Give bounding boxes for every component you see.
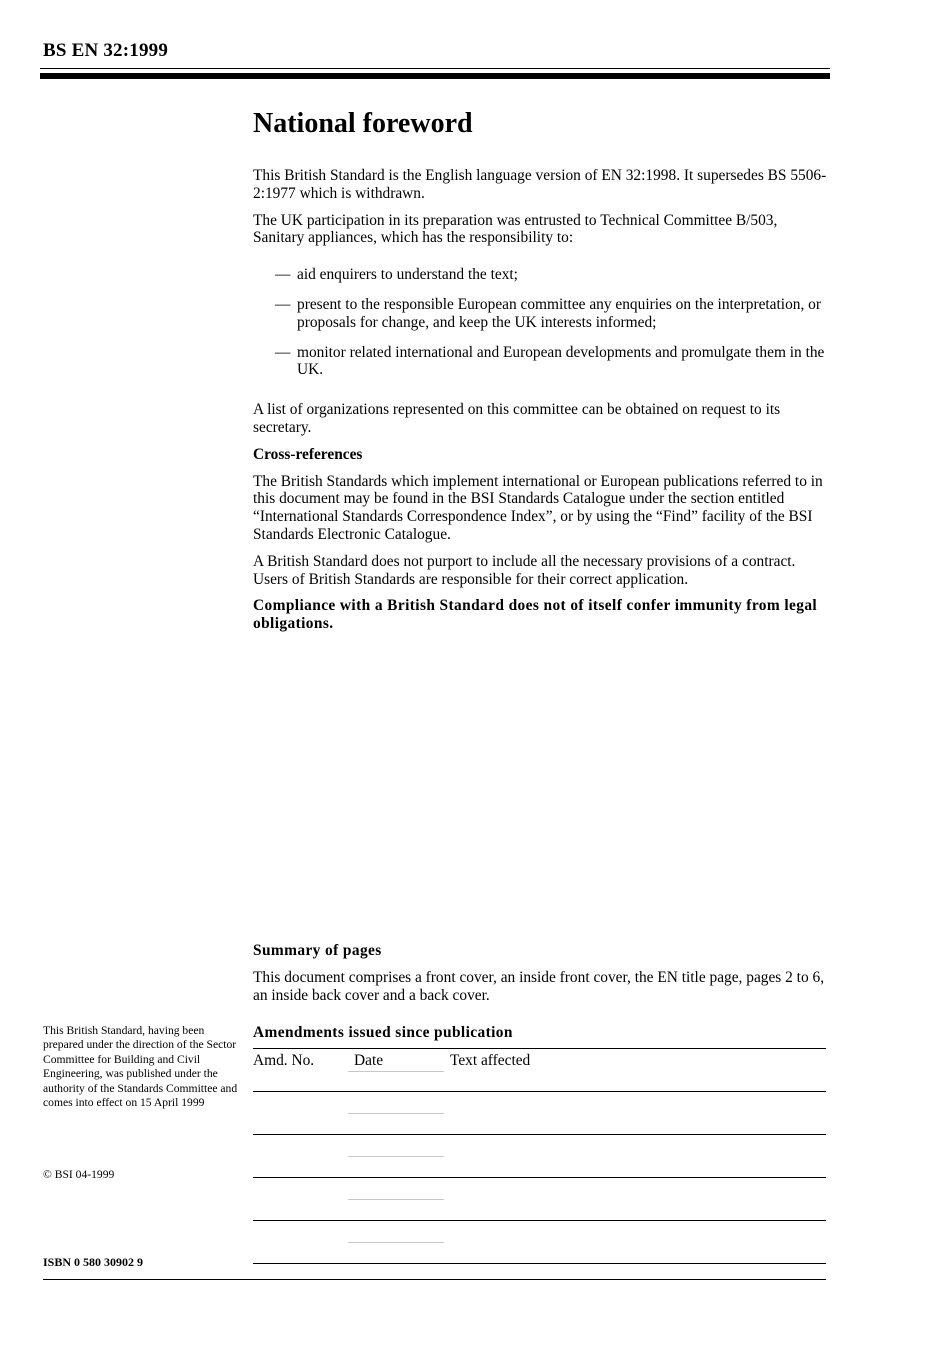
table-row	[253, 1135, 826, 1178]
table-row	[253, 1178, 826, 1221]
summary-heading: Summary of pages	[253, 942, 382, 959]
summary-section	[253, 942, 829, 1013]
paragraph-supersedes: This British Standard is the English language version of EN 32:1998. It supersedes BS 5506-2:1977 which is withdrawn.	[253, 167, 827, 202]
date-cell-underline	[348, 1071, 444, 1072]
column-text-affected: Text affected	[450, 1052, 531, 1069]
compliance-statement: Compliance with a British Standard does not of itself confer immunity from legal obligations.	[253, 597, 818, 633]
isbn: ISBN 0 580 30902 9	[43, 1255, 144, 1269]
date-cell-underline	[348, 1199, 444, 1200]
list-item-text: present to the responsible European committee any enquiries on the interpretation, or proposals for change, and keep the UK interests informed;	[297, 295, 821, 331]
list-item-text: monitor related international and European developments and promulgate them in the UK.	[297, 343, 825, 379]
page-title: National foreword	[253, 108, 473, 139]
responsibility-list	[253, 266, 829, 379]
date-cell-underline	[348, 1242, 444, 1243]
dash-marker: —	[275, 295, 291, 313]
footer-rule	[43, 1279, 826, 1280]
list-item	[253, 344, 829, 380]
date-cell-underline	[348, 1113, 444, 1114]
amendments-table	[253, 1024, 826, 1264]
column-date: Date	[354, 1052, 384, 1069]
amendments-heading: Amendments issued since publication	[253, 1024, 513, 1041]
summary-text: This document comprises a front cover, an inside front cover, the EN title page, pages 2 to 6, an inside back cover and a back cover.	[253, 968, 825, 1004]
date-cell-underline	[348, 1156, 444, 1157]
publication-note: This British Standard, having been prepared under the direction of the Sector Committee for Building and Civil Engineering, was published under the authority of the Standards Committee and comes into effect on 15 April 1999	[43, 1024, 238, 1110]
paragraph-crossref: The British Standards which implement international or European publications referred to in this document may be found in the BSI Standards Catalogue under the section entitled “International Standards Correspondence Index”, or by using the “Find” facility of the BSI Standards Electronic Catalogue.	[253, 472, 823, 543]
dash-marker: —	[275, 266, 291, 284]
table-header-row	[253, 1049, 826, 1092]
list-item-text: aid enquirers to understand the text;	[297, 266, 518, 284]
dash-marker: —	[275, 343, 291, 361]
paragraph-provisions: A British Standard does not purport to include all the necessary provisions of a contract. Users of British Standards are responsible for their correct application.	[253, 552, 796, 588]
paragraph-committee: The UK participation in its preparation was entrusted to Technical Committee B/503, Sanitary appliances, which has the responsibility to:	[253, 211, 778, 247]
paragraph-organizations: A list of organizations represented on this committee can be obtained on request to its secretary.	[253, 401, 781, 436]
header-rule-thin	[40, 68, 830, 69]
copyright-notice: © BSI 04-1999	[43, 1168, 115, 1181]
main-content	[253, 107, 829, 633]
crossref-heading: Cross-references	[253, 445, 363, 463]
document-code: BS EN 32:1999	[43, 40, 169, 61]
list-item	[253, 266, 829, 284]
list-item	[253, 296, 829, 332]
table-row	[253, 1092, 826, 1135]
column-amd-no: Amd. No.	[253, 1052, 315, 1069]
header-rule-thick	[40, 73, 830, 79]
table-row	[253, 1221, 826, 1264]
